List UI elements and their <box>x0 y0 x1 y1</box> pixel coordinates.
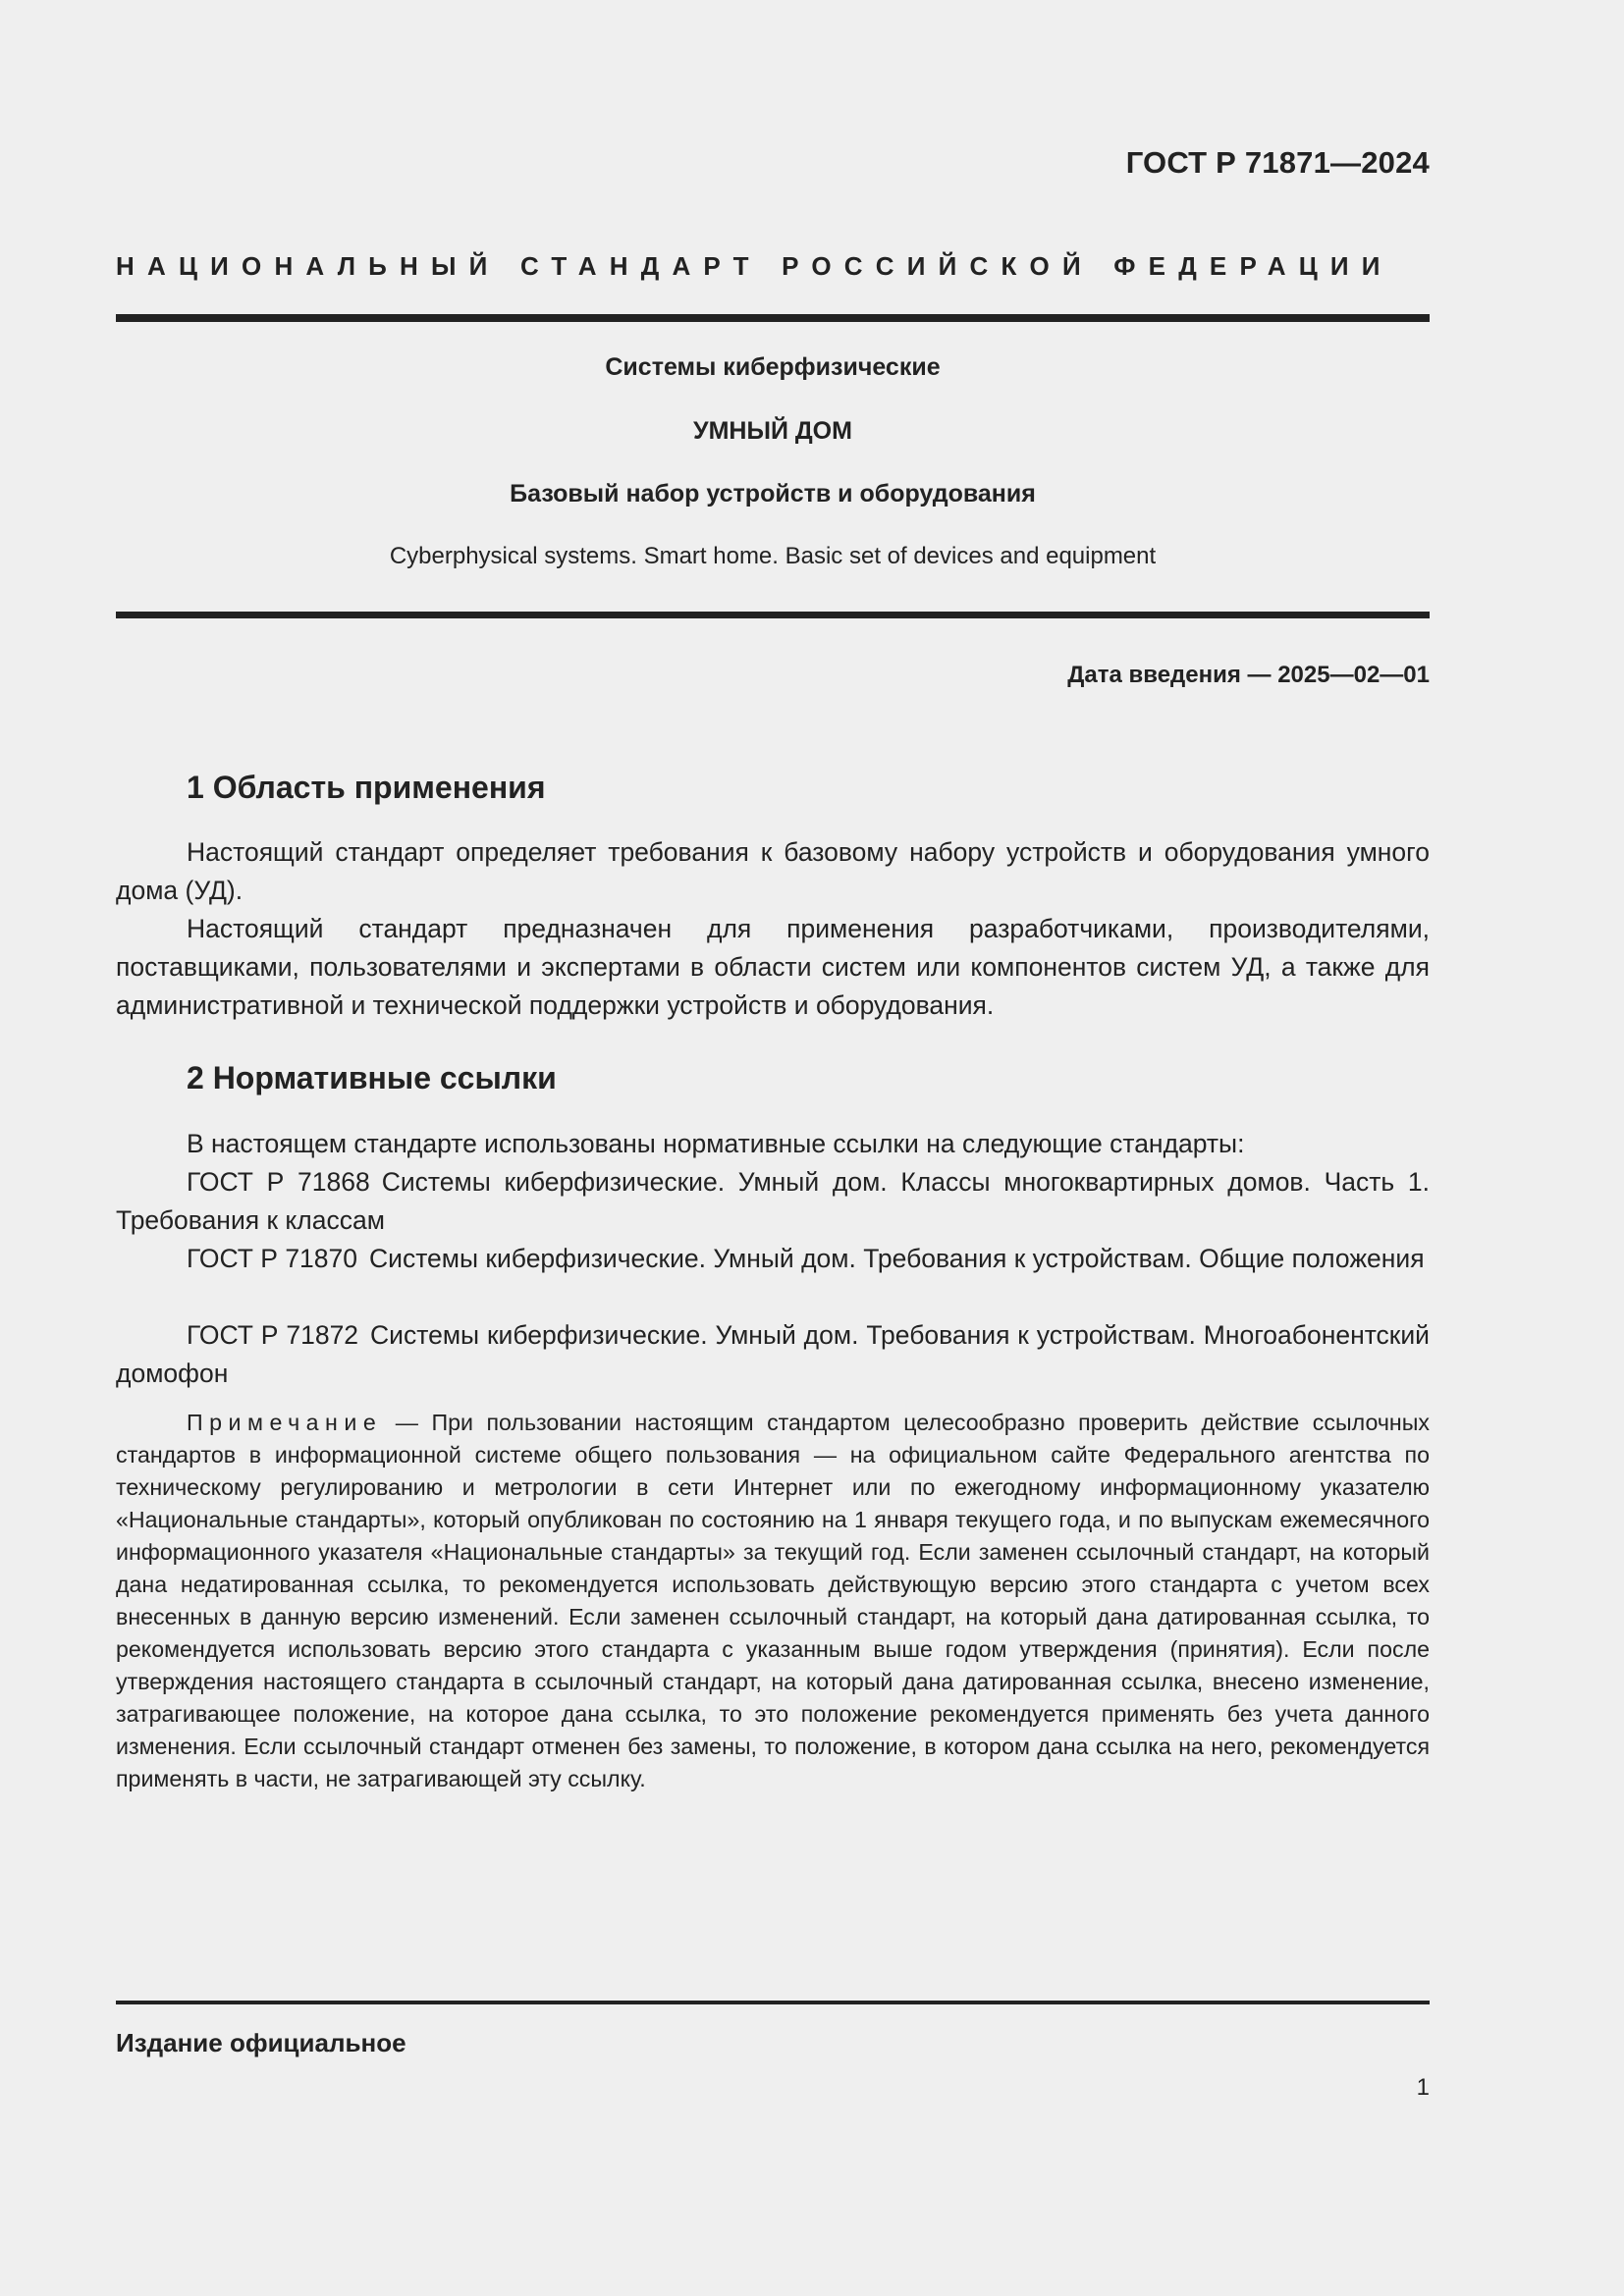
reference-text: Системы киберфизические. Умный дом. Классы многоквартирных домов. Часть 1. Требования к классам <box>116 1167 1431 1235</box>
title-line-1: Системы киберфизические <box>605 353 941 381</box>
reference-item <box>116 1316 1430 1393</box>
reference-text: Системы киберфизические. Умный дом. Требования к устройствам. Общие положения <box>369 1244 1425 1273</box>
note-paragraph <box>116 1407 1430 1795</box>
title-divider <box>116 612 1430 618</box>
page-number: 1 <box>1416 2074 1430 2101</box>
gost-identifier: ГОСТ Р 71871—2024 <box>1125 145 1430 180</box>
reference-code: ГОСТ Р 71868 <box>187 1167 370 1197</box>
note-text: — При пользовании настоящим стандартом целесообразно проверить действие ссылочных стандартов в информационной системе общего пользования — на официальном сайте Федерального агентства по техническому регулированию и метрологии в сети Интернет или по ежегодному информационному указателю «Национальные стандарты», который опубликован по состоянию на 1 января текущего года, и по выпускам ежемесячного информационного указателя «Национальные стандарты» за текущий год. Если заменен ссылочный стандарт, на который дана недатированная ссылка, то рекомендуется использовать действующую версию этого стандарта с учетом всех внесенных в данную версию изменений. Если заменен ссылочный стандарт, на который дана датированная ссылка, то рекомендуется использовать версию этого стандарта с указанным выше годом утверждения (принятия). Если после утверждения настоящего стандарта в ссылочный стандарт, на который дана датированная ссылка, внесено изменение, затрагивающее положение, на которое дана ссылка, то это положение рекомендуется применять без учета данного изменения. Если ссылочный стандарт отменен без замены, то положение, в котором дана ссылка на него, рекомендуется применять в части, не затрагивающей эту ссылку. <box>116 1410 1430 1791</box>
top-divider <box>116 314 1430 322</box>
title-line-2: УМНЫЙ ДОМ <box>693 417 852 445</box>
reference-item <box>116 1163 1430 1240</box>
national-standard-heading: НАЦИОНАЛЬНЫЙ СТАНДАРТ РОССИЙСКОЙ ФЕДЕРАЦИИ <box>116 251 1393 281</box>
section-1-title: 1 Область применения <box>187 770 546 805</box>
footer-divider <box>116 2001 1430 2004</box>
section-1-paragraph-1: Настоящий стандарт определяет требования к базовому набору устройств и оборудования умного дома (УД). <box>116 837 1430 905</box>
section-1-paragraph-2: Настоящий стандарт предназначен для применения разработчиками, производителями, поставщиками, пользователями и экспертами в области систем или компонентов систем УД, а также для административной и технической поддержки устройств и оборудования. <box>116 914 1430 1020</box>
english-title: Cyberphysical systems. Smart home. Basic set of devices and equipment <box>389 543 1157 569</box>
edition-label: Издание официальное <box>116 2028 406 2057</box>
reference-item <box>116 1240 1430 1278</box>
document-page <box>116 0 1430 2296</box>
introduction-date: Дата введения — 2025—02—01 <box>1067 662 1430 688</box>
note-label: Примечание <box>187 1410 383 1435</box>
reference-code: ГОСТ Р 71872 <box>187 1320 359 1350</box>
reference-code: ГОСТ Р 71870 <box>187 1244 358 1273</box>
reference-text: Системы киберфизические. Умный дом. Требования к устройствам. Многоабонентский домофон <box>116 1320 1430 1388</box>
section-2-title: 2 Нормативные ссылки <box>187 1060 557 1095</box>
section-2-intro: В настоящем стандарте использованы нормативные ссылки на следующие стандарты: <box>187 1129 1245 1158</box>
title-line-3: Базовый набор устройств и оборудования <box>510 480 1036 507</box>
